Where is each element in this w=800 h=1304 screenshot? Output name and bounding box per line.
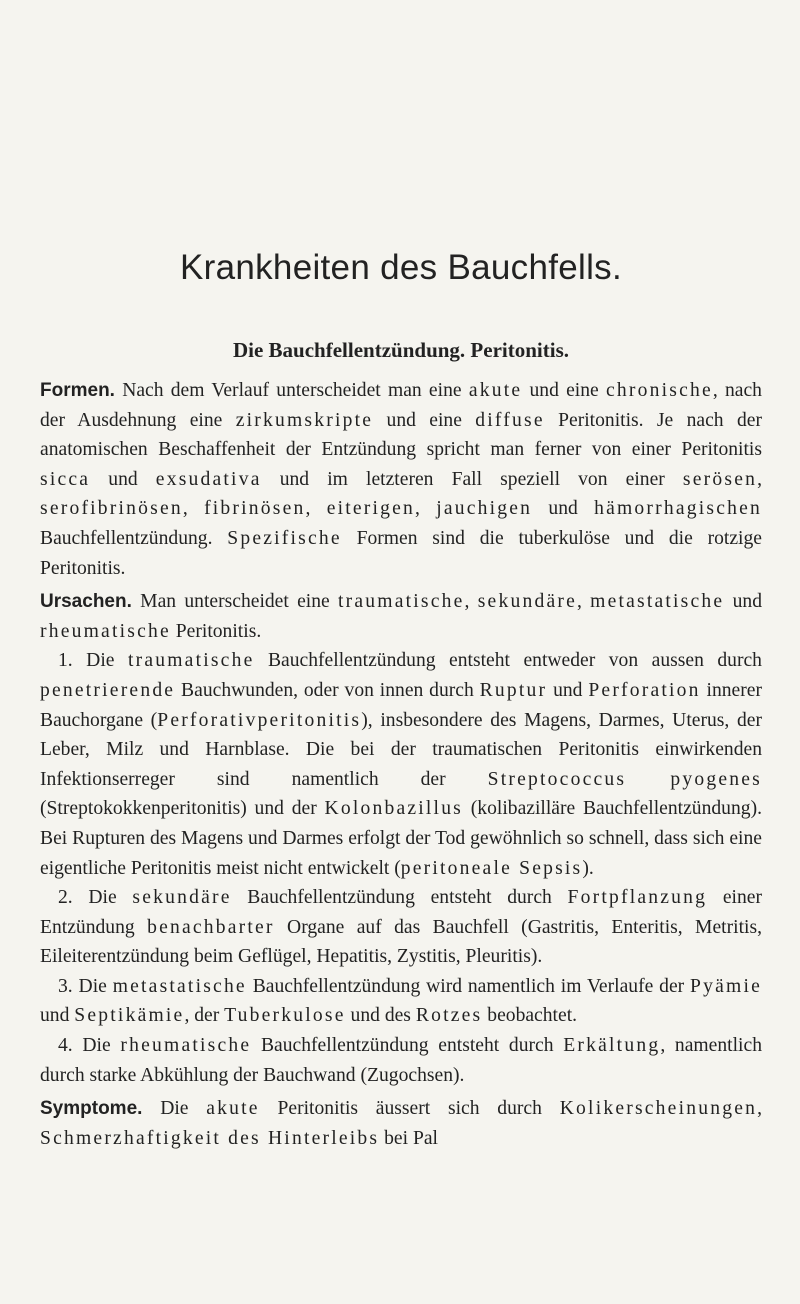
term: Septikämie [74,1005,185,1027]
text: Bauchfellentzündung. [40,527,228,549]
term: serofibrinösen [40,498,183,520]
text: innerer Bauchorgane ( [40,679,762,731]
term: traumatische [127,650,255,672]
term: Spezifische [227,527,342,549]
paragraph-item-3 [40,972,762,1031]
text: und [532,498,595,520]
term: jauchigen [436,498,533,520]
text: (kolibazilläre Bauchfellentzündung). Bei Rupturen des Magens und Darmes erfolgt der Tod gewöhnlich so schnell, dass sich eine eigentliche Peritonitis meist nicht entwickelt ( [40,798,762,879]
text: und im letzteren Fall speziell von einer [261,468,683,490]
text: , [757,1098,763,1120]
term: benachbarter [147,916,275,938]
text: Peritonitis. [170,620,262,642]
text: und [40,1005,75,1027]
text: und eine [522,380,606,401]
term: Kolikerscheinungen [559,1098,758,1120]
term: Tuberkulose [224,1005,346,1027]
text: beobachtet. [482,1005,578,1027]
text: Bauchfellentzündung entsteht durch [231,887,568,909]
paragraph-ursachen [40,587,762,646]
text: bei Pal [379,1127,438,1149]
term: Rotzes [415,1005,483,1027]
text: , [415,498,437,520]
text: einer Entzündung [40,887,762,938]
term: traumatische [338,591,465,613]
text: , nach der Ausdehnung eine [40,380,762,431]
text: Bauchfellentzündung wird namentlich im Verlaufe der [246,975,691,997]
term: chronische [605,380,713,401]
text: Peritonitis. Je nach der anatomischen Beschaffenheit der Entzündung spricht man ferner von einer Peritonitis [40,409,762,461]
text: , der [184,1005,225,1027]
term: Pyämie [690,975,762,997]
term: exsudativa [155,468,262,490]
text: ), insbesondere des Magens, Darmes, Uterus, der Leber, Milz und Harnblase. Die bei der traumatischen Peritonitis einwirkenden Infektionserreger sind namentlich der [40,709,762,790]
paragraph-item-1 [40,646,762,883]
text: Bauchfellentzündung entsteht entweder von aussen durch [254,650,762,672]
text: , [464,591,478,613]
term: eiterigen [326,498,416,520]
text: Bauchfellentzündung entsteht durch [251,1035,564,1057]
text: Bauchwunden, oder von innen durch [175,679,480,701]
text: und [90,468,156,490]
term: hämorrhagischen [594,498,763,520]
term: Ruptur [479,679,548,701]
term: Fortpflanzung [567,887,708,909]
term: fibrinösen [204,498,306,520]
text: 3. Die [58,975,113,997]
text: , [576,591,591,613]
term: Schmerzhaftigkeit des Hinterleibs [40,1127,380,1149]
paragraph-item-4 [40,1031,762,1090]
term: penetrierende [40,679,176,701]
term: akute [206,1098,260,1120]
term: peritoneale Sepsis [400,857,583,879]
term: rheumatische [40,620,171,642]
term: zirkumskripte [235,409,374,431]
text: , [757,468,762,490]
text: Die [142,1098,207,1120]
text: 2. Die [58,887,133,909]
text: , [305,498,327,520]
text: Peritonitis äussert sich durch [259,1098,560,1120]
section-title: Die Bauchfellentzündung. Peritonitis. [232,338,569,362]
term: Kolonbazillus [324,798,464,820]
text: 4. Die [58,1035,121,1057]
paragraph-formen [40,376,762,583]
text: (Streptokokkenperitonitis) und der [40,798,325,820]
text: 1. Die [58,650,128,672]
term: rheumatische [120,1035,252,1057]
text: Nach dem Verlauf unterscheidet man eine [114,380,469,401]
body-text [40,376,762,1153]
term: akute [468,380,523,401]
heading-formen: Formen. [40,380,115,401]
text: ). [582,857,594,879]
text: und eine [373,409,476,431]
term: Streptococcus pyogenes [487,768,762,790]
text: und des [345,1005,416,1027]
term: sekundäre [132,887,232,909]
text: , namentlich durch starke Abkühlung der Bauchwand (Zugochsen). [40,1035,762,1086]
paragraph-symptome [40,1094,762,1153]
term: Perforativperitonitis [157,709,362,731]
term: sekundäre [477,591,577,613]
term: diffuse [475,409,545,431]
page-title: Krankheiten des Bauchfells. [180,248,622,287]
text: Formen sind die tuberkulöse und die rotzige Peritonitis. [40,527,762,579]
text: Organe auf das Bauchfell (Gastritis, Enteritis, Metritis, Eileiterentzündung beim Geflügel, Hepatitis, Zystitis, Pleuritis). [40,916,762,968]
term: serösen [682,468,758,490]
text: und [547,679,589,701]
text: und [724,591,762,613]
text: , [182,498,205,520]
heading-ursachen: Ursachen. [40,591,132,613]
term: sicca [40,468,91,490]
heading-symptome: Symptome. [40,1098,143,1120]
term: metastatische [590,591,725,613]
text: Man unterscheidet eine [131,591,339,613]
paragraph-item-2 [40,883,762,972]
term: metastatische [112,975,247,997]
term: Erkältung [563,1035,661,1057]
term: Perforation [588,679,701,701]
